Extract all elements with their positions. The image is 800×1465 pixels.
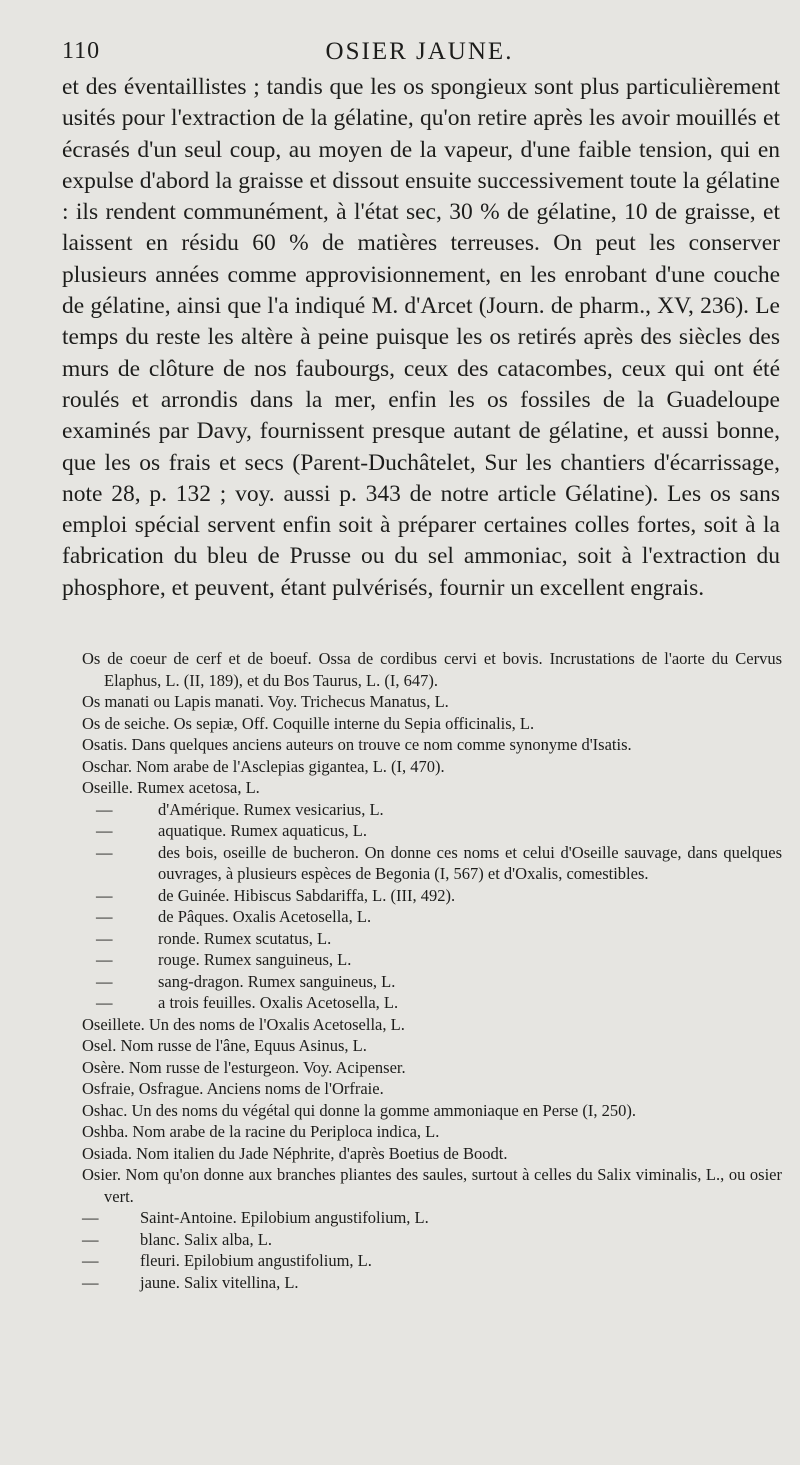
dash-mark: — [96, 799, 113, 819]
subentry-text: rouge. Rumex sanguineus, L. [158, 950, 352, 969]
oseille-subentry [82, 799, 782, 821]
dash-mark: — [82, 1251, 99, 1270]
dash-mark: — [82, 1229, 99, 1249]
osier-subentry [82, 1272, 782, 1294]
dash-mark: — [96, 885, 113, 905]
dash-mark: — [82, 1272, 99, 1292]
main-text [62, 72, 780, 604]
dash-mark: — [96, 950, 113, 969]
dash-mark: — [82, 1208, 99, 1227]
body-paragraph: et des éventaillistes ; tandis que les os spongieux sont plus particulièrement usités pour l'extraction de la gélatine, qu'on retire après les avoir mouillés et écrasés d'un seul coup, au moyen de la vapeur, d'une faible tension, qui en expulse d'abord la graisse et dissout ensuite successivement toute la gélatine : ils rendent communément, à l'état sec, 30 % de gélatine, 10 de graisse, et laissent en résidu 60 % de matières terreuses. On peut les conserver plusieurs années comme approvisionnement, en les enrobant d'une couche de gélatine, ainsi que l'a indiqué M. d'Arcet (Journ. de pharm., XV, 236). Le temps du reste les altère à peine puisque les os retirés après des siècles des murs de clôture de nos faubourgs, ceux des catacombes, ceux qui ont été roulés et arrondis dans la mer, enfin les os fossiles de la Guadeloupe examinés par Davy, fournissent presque autant de gélatine, et aussi bonne, que les os frais et secs (Parent-Duchâtelet, Sur les chantiers d'écarrissage, note 28, p. 132 ; voy. aussi p. 343 de notre article Gélatine). Les os sans emploi spécial servent enfin soit à préparer certaines colles fortes, soit à la fabrication du bleu de Prusse ou du sel ammoniac, soit à l'extraction du phosphore, et peuvent, étant pulvérisés, fournir un excellent engrais. [62, 74, 780, 601]
oseille-subentry [82, 971, 782, 993]
subentry-text: sang-dragon. Rumex sanguineus, L. [158, 971, 396, 991]
entry-osiada: Osiada. Nom italien du Jade Néphrite, d'après Boetius de Boodt. [82, 1143, 508, 1163]
dash-mark: — [96, 821, 113, 840]
subentry-text: d'Amérique. Rumex vesicarius, L. [158, 799, 384, 819]
dash-mark: — [96, 971, 113, 991]
entry-osel: Osel. Nom russe de l'âne, Equus Asinus, L. [82, 1036, 367, 1055]
running-title: OSIER JAUNE. [325, 38, 514, 65]
subentry-text: jaune. Salix vitellina, L. [140, 1272, 299, 1292]
dash-mark: — [96, 842, 113, 862]
oseille-subentry [82, 842, 782, 885]
osier-subentry [82, 1250, 782, 1272]
osier-subentry [82, 1207, 782, 1229]
page-header [62, 38, 777, 74]
subentry-text: de Guinée. Hibiscus Sabdariffa, L. (III, 492). [158, 885, 456, 905]
entry-oseillete: Oseillete. Un des noms de l'Oxalis Acetosella, L. [82, 1014, 405, 1034]
oseille-subentry [82, 949, 782, 971]
entry-osier: Osier. Nom qu'on donne aux branches pliantes des saules, surtout à celles du Salix viminalis, L., ou osier vert. [82, 1165, 782, 1206]
entry-os-manati: Os manati ou Lapis manati. Voy. Trichecus Manatus, L. [82, 692, 449, 711]
subentry-text: des bois, oseille de bucheron. On donne ces noms et celui d'Oseille sauvage, dans quelques ouvrages, à plusieurs espèces de Begonia (I, 567) et d'Oxalis, comestibles. [158, 842, 782, 883]
dash-mark: — [96, 907, 113, 926]
subentry-text: blanc. Salix alba, L. [140, 1229, 272, 1249]
page-bottom-margin [0, 1340, 800, 1465]
entry-osere: Osère. Nom russe de l'esturgeon. Voy. Acipenser. [82, 1057, 406, 1077]
entry-oshac: Oshac. Un des noms du végétal qui donne la gomme ammoniaque en Perse (I, 250). [82, 1100, 636, 1120]
entry-oschar: Oschar. Nom arabe de l'Asclepias gigantea, L. (I, 470). [82, 756, 445, 776]
dash-mark: — [96, 993, 113, 1012]
oseille-subentry [82, 906, 782, 928]
oseille-subentry [82, 885, 782, 907]
subentry-text: Saint-Antoine. Epilobium angustifolium, L. [140, 1208, 429, 1227]
dash-mark: — [96, 928, 113, 948]
subentry-text: aquatique. Rumex aquaticus, L. [158, 821, 367, 840]
entry-oseille: Oseille. Rumex acetosa, L. [82, 778, 260, 797]
subentry-text: fleuri. Epilobium angustifolium, L. [140, 1251, 372, 1270]
entry-osatis: Osatis. Dans quelques anciens auteurs on trouve ce nom comme synonyme d'Isatis. [82, 735, 632, 754]
dictionary-entries [82, 648, 782, 1293]
oseille-subentry [82, 992, 782, 1014]
entry-oshba: Oshba. Nom arabe de la racine du Periploca indica, L. [82, 1122, 440, 1141]
osier-subentry [82, 1229, 782, 1251]
subentry-text: a trois feuilles. Oxalis Acetosella, L. [158, 993, 399, 1012]
subentry-text: ronde. Rumex scutatus, L. [158, 928, 332, 948]
oseille-subentry [82, 820, 782, 842]
entry-osfraie: Osfraie, Osfrague. Anciens noms de l'Orfraie. [82, 1079, 384, 1098]
oseille-subentry [82, 928, 782, 950]
page-number: 110 [62, 38, 101, 64]
entry-os-seiche: Os de seiche. Os sepiæ, Off. Coquille interne du Sepia officinalis, L. [82, 713, 535, 733]
subentry-text: de Pâques. Oxalis Acetosella, L. [158, 907, 372, 926]
entry-os-coeur: Os de coeur de cerf et de boeuf. Ossa de cordibus cervi et bovis. Incrustations de l'aorte du Cervus Elaphus, L. (II, 189), et du Bos Taurus, L. (I, 647). [82, 649, 782, 690]
